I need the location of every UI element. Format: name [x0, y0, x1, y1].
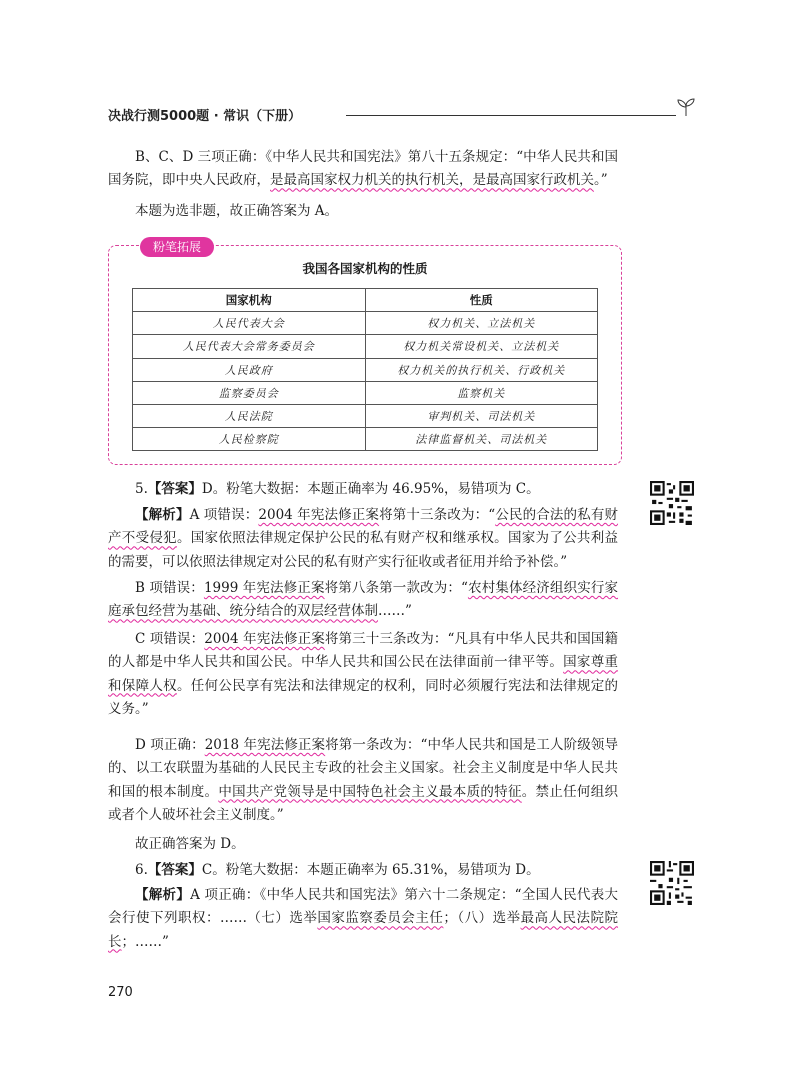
column-header: 性质 [365, 289, 598, 312]
q5-analysis-c: C 项错误：2004 年宪法修正案将第三十三条改为：“凡具有中华人民共和国国籍的人都是中华人民共和国公民。中华人民共和国公民在法律面前一律平等。国家尊重和保障人权。任何公民享有宪法和法律规定的权利，同时必须履行宪法和法律规定的义务。” [108, 631, 619, 717]
q6-answer: 6.【答案】C。粉笔大数据：本题正确率为 65.31%，易错项为 D。 [135, 862, 540, 878]
table-row [133, 404, 598, 427]
intro-paragraph: B、C、D 三项正确：《中华人民共和国宪法》第八十五条规定：“中华人民共和国国务院，即中央人民政府，是最高国家权力机关的执行机关，是最高国家行政机关。” [108, 149, 618, 189]
q5-analysis-d: D 项正确：2018 年宪法修正案将第一条改为：“中华人民共和国是工人阶级领导的、以工农联盟为基础的人民民主专政的社会主义国家。社会主义制度是中华人民共和国的根本制度。中国共产党领导是中国特色社会主义最本质的特征。禁止任何组织或者个人破坏社会主义制度。” [108, 737, 619, 823]
header-rule [346, 115, 676, 116]
table-cell: 监察机关 [365, 381, 598, 404]
organ-nature-table [132, 288, 598, 451]
table-row [133, 381, 598, 404]
qr-code-icon[interactable] [650, 861, 694, 905]
qr-code-icon[interactable] [650, 481, 694, 525]
table-cell: 审判机关、司法机关 [365, 404, 598, 427]
table-row [133, 428, 598, 451]
table-cell: 人民检察院 [133, 428, 366, 451]
table-row [133, 312, 598, 335]
table-cell: 权力机关的执行机关、行政机关 [365, 358, 598, 381]
column-header: 国家机构 [133, 289, 366, 312]
table-cell: 监察委员会 [133, 381, 366, 404]
q6-analysis-a: 【解析】A 项正确：《中华人民共和国宪法》第六十二条规定：“全国人民代表大会行使下列职权：……（七）选举国家监察委员会主任；（八）选举最高人民法院院长；……” [108, 887, 619, 950]
intro-conclusion: 本题为选非题，故正确答案为 A。 [135, 203, 339, 219]
table-row [133, 358, 598, 381]
table-row [133, 335, 598, 358]
book-title: 决战行测5000题 · 常识（下册） [108, 109, 302, 124]
table-cell: 人民代表大会 [133, 312, 366, 335]
table-header-row [133, 289, 598, 312]
table-cell: 权力机关常设机关、立法机关 [365, 335, 598, 358]
q5-conclusion: 故正确答案为 D。 [135, 836, 245, 852]
q5-analysis-b: B 项错误：1999 年宪法修正案将第八条第一款改为：“农村集体经济组织实行家庭承包经营为基础、统分结合的双层经营体制……” [108, 580, 619, 620]
table-title: 我国各国家机构的性质 [302, 261, 428, 276]
q5-analysis-a: 【解析】A 项错误：2004 年宪法修正案将第十三条改为：“公民的合法的私有财产不受侵犯。国家依照法律规定保护公民的私有财产权和继承权。国家为了公共利益的需要，可以依照法律规定对公民的私有财产实行征收或者征用并给予补偿。” [108, 507, 619, 570]
table-cell: 人民代表大会常务委员会 [133, 335, 366, 358]
table-cell: 人民政府 [133, 358, 366, 381]
running-header [108, 103, 698, 133]
q5-answer: 5.【答案】D。粉笔大数据：本题正确率为 46.95%，易错项为 C。 [135, 481, 540, 497]
sprout-icon [674, 97, 698, 117]
table-cell: 权力机关、立法机关 [365, 312, 598, 335]
table-cell: 法律监督机关、司法机关 [365, 428, 598, 451]
page-number: 270 [108, 985, 133, 1000]
table-cell: 人民法院 [133, 404, 366, 427]
extension-tag: 粉笔拓展 [140, 237, 214, 257]
